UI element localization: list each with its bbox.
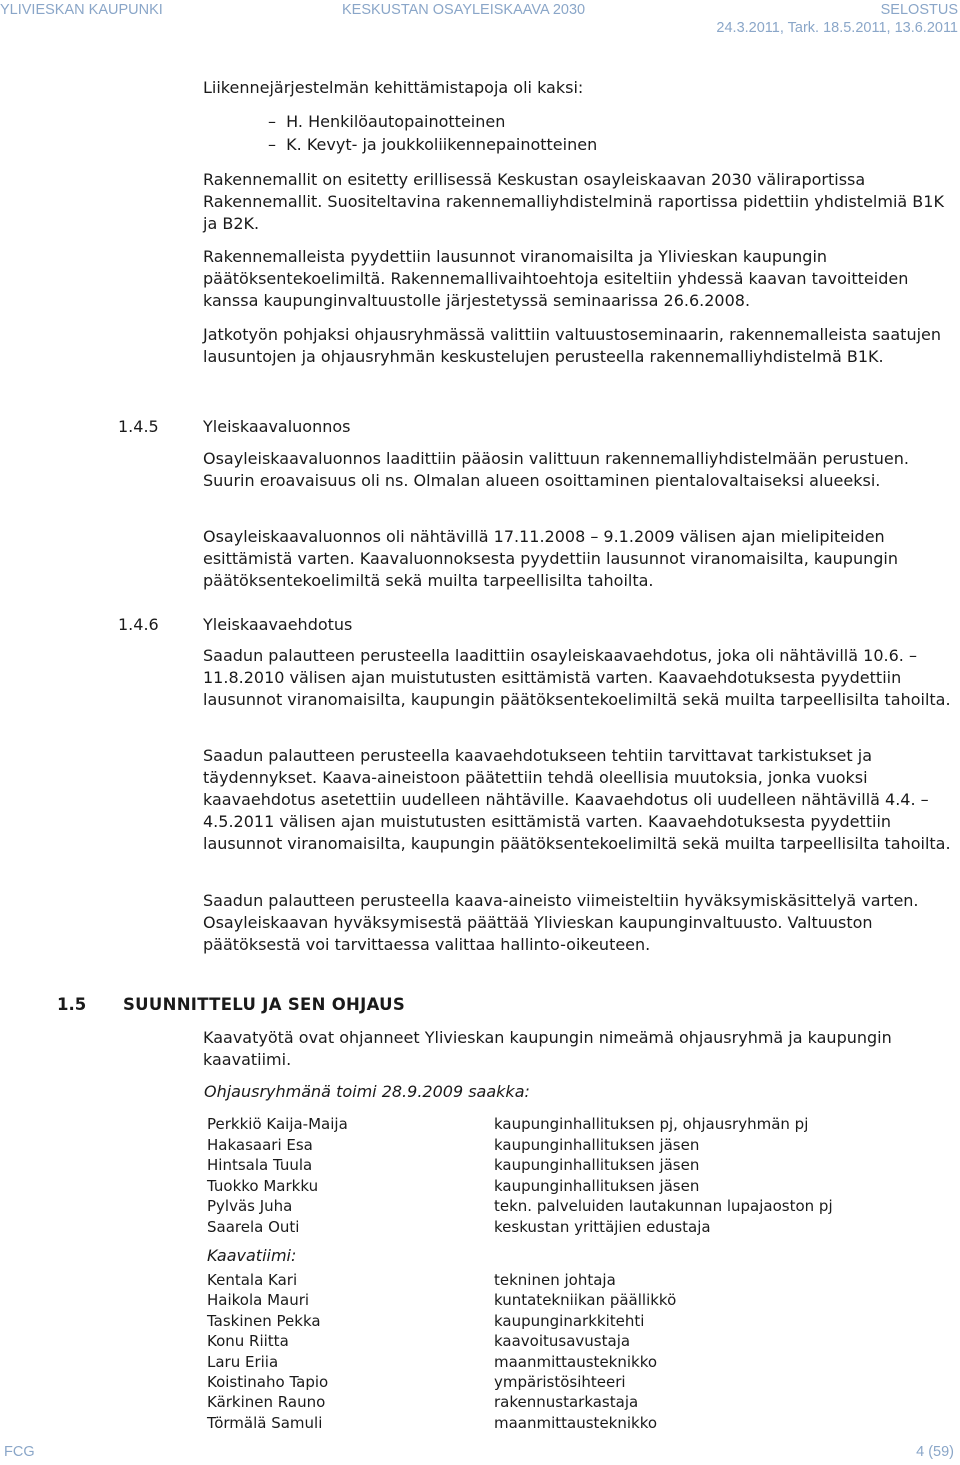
intro-list-text: H. Henkilöautopainotteinen xyxy=(286,112,506,131)
s145-paragraph-2: Osayleiskaavaluonnos oli nähtävillä 17.11.2008 – 9.1.2009 välisen ajan mielipiteiden esittämistä varten. Kaavaluonnoksesta pyydettiin lausunnot viranomaisilta, kaupungin päätöksentekoelimiltä sekä muilta tarpeellisilta tahoilta. xyxy=(203,527,898,590)
member-role: tekn. palveluiden lautakunnan lupajaoston pj xyxy=(494,1197,833,1215)
section-title: Yleiskaavaehdotus xyxy=(203,615,353,634)
member-role: maanmittausteknikko xyxy=(494,1413,658,1432)
member-name: Perkkiö Kaija-Maija xyxy=(207,1115,348,1133)
header-organization: YLIVIESKAN KAUPUNKI xyxy=(0,2,163,18)
member-role: kaupunginarkkitehti xyxy=(494,1311,645,1330)
dash-icon: – xyxy=(268,135,276,154)
header-document-type: SELOSTUS xyxy=(880,2,958,18)
member-role: kaupunginhallituksen pj, ohjausryhmän pj xyxy=(494,1115,809,1133)
steering-group-title: Ohjausryhmänä toimi 28.9.2009 saakka: xyxy=(204,1082,530,1101)
member-name: Taskinen Pekka xyxy=(207,1311,321,1330)
member-name: Laru Eriia xyxy=(207,1352,279,1371)
member-name: Tuokko Markku xyxy=(207,1176,319,1195)
member-name: Hakasaari Esa xyxy=(207,1135,313,1154)
member-name: Kentala Kari xyxy=(207,1271,298,1289)
intro-list-item-1 xyxy=(268,111,868,133)
member-role: tekninen johtaja xyxy=(494,1271,616,1289)
s146-paragraph-2: Saadun palautteen perusteella kaavaehdotukseen tehtiin tarvittavat tarkistukset ja täydennykset. Kaava-aineistoon päätettiin tehdä oleellisia muutoksia, jonka vuoksi kaavaehdotus asetettiin uudelleen nähtäville. Kaavaehdotus oli uudelleen nähtävillä 4.4. – 4.5.2011 välisen ajan muistutusten esittämistä varten. Kaavaehdotuksesta pyydettiin lausunnot viranomaisilta, kaupungin päätöksentekoelimiltä sekä muilta tarpeellisilta tahoilta. xyxy=(203,746,951,853)
section-number: 1.4.6 xyxy=(118,615,159,634)
s146-paragraph-1: Saadun palautteen perusteella laadittiin osayleiskaavaehdotus, joka oli nähtävillä 10.6. – 11.8.2010 välisen ajan muistutusten esittämistä varten. Kaavaehdotuksesta pyydettiin lausunnot viranomaisilta, kaupungin päätöksentekoelimiltä sekä muilta tarpeellisilta tahoilta. xyxy=(203,646,951,709)
intro-list-item-2 xyxy=(268,134,868,156)
footer-page-number: 4 (59) xyxy=(916,1444,954,1460)
page-header xyxy=(0,0,960,40)
header-document-title: KESKUSTAN OSAYLEISKAAVA 2030 xyxy=(342,2,586,18)
intro-paragraph-3: Jatkotyön pohjaksi ohjausryhmässä valittiin valtuustoseminaarin, rakennemalleista saatujen lausuntojen ja ohjausryhmän keskustelujen perusteella rakennemalliyhdistelmä B1K. xyxy=(203,325,942,366)
member-name: Hintsala Tuula xyxy=(207,1156,313,1174)
member-role: rakennustarkastaja xyxy=(494,1393,639,1412)
member-role: maanmittausteknikko xyxy=(494,1352,658,1371)
s15-paragraph-1: Kaavatyötä ovat ohjanneet Ylivieskan kaupungin nimeämä ohjausryhmä ja kaupungin kaavatiimi. xyxy=(203,1028,892,1069)
member-name: Konu Riitta xyxy=(207,1332,289,1351)
member-name: Pylväs Juha xyxy=(207,1197,293,1215)
planning-team-title: Kaavatiimi: xyxy=(207,1246,297,1265)
member-name: Törmälä Samuli xyxy=(207,1413,323,1432)
intro-list-text: K. Kevyt- ja joukkoliikennepainotteinen xyxy=(286,135,598,154)
member-name: Koistinaho Tapio xyxy=(207,1373,329,1391)
member-name: Kärkinen Rauno xyxy=(207,1393,326,1412)
intro-paragraph-1: Rakennemallit on esitetty erillisessä Keskustan osayleiskaavan 2030 väliraportissa Rakennemallit. Suositeltavina rakennemalliyhdistelminä raportissa pidettiin yhdistelmiä B1K ja B2K. xyxy=(203,170,944,233)
member-role: keskustan yrittäjien edustaja xyxy=(494,1217,711,1236)
member-name: Saarela Outi xyxy=(207,1217,300,1236)
section-title: Yleiskaavaluonnos xyxy=(203,417,351,436)
member-role: kaupunginhallituksen jäsen xyxy=(494,1135,700,1154)
header-dates: 24.3.2011, Tark. 18.5.2011, 13.6.2011 xyxy=(716,20,958,36)
member-role: kuntatekniikan päällikkö xyxy=(494,1291,677,1310)
member-role: kaupunginhallituksen jäsen xyxy=(494,1156,700,1174)
dash-icon: – xyxy=(268,112,276,131)
member-name: Haikola Mauri xyxy=(207,1291,310,1310)
member-role: kaupunginhallituksen jäsen xyxy=(494,1176,700,1195)
s145-paragraph-1: Osayleiskaavaluonnos laadittiin pääosin valittuun rakennemalliyhdistelmään perustuen. Suurin eroavaisuus oli ns. Olmalan alueen osoittaminen pientalovaltaiseksi alueeksi. xyxy=(203,449,909,490)
section-number: 1.5 xyxy=(57,995,87,1014)
section-number: 1.4.5 xyxy=(118,417,159,436)
s146-paragraph-3: Saadun palautteen perusteella kaava-aineisto viimeisteltiin hyväksymiskäsittelyä varten. Osayleiskaavan hyväksymisestä päättää Ylivieskan kaupunginvaltuusto. Valtuuston päätöksestä voi tarvittaessa valittaa hallinto-oikeuteen. xyxy=(203,891,919,954)
intro-lead: Liikennejärjestelmän kehittämistapoja oli kaksi: xyxy=(203,78,584,97)
member-role: ympäristösihteeri xyxy=(494,1373,626,1391)
section-heading: SUUNNITTELU JA SEN OHJAUS xyxy=(123,995,406,1014)
member-role: kaavoitusavustaja xyxy=(494,1332,631,1351)
footer-company: FCG xyxy=(4,1444,35,1460)
intro-paragraph-2: Rakennemalleista pyydettiin lausunnot viranomaisilta ja Ylivieskan kaupungin päätöksentekoelimiltä. Rakennemallivaihtoehtoja esiteltiin yhdessä kaavan tavoitteiden kanssa kaupunginvaltuustolle järjestetyssä seminaarissa 26.6.2008. xyxy=(203,247,909,310)
